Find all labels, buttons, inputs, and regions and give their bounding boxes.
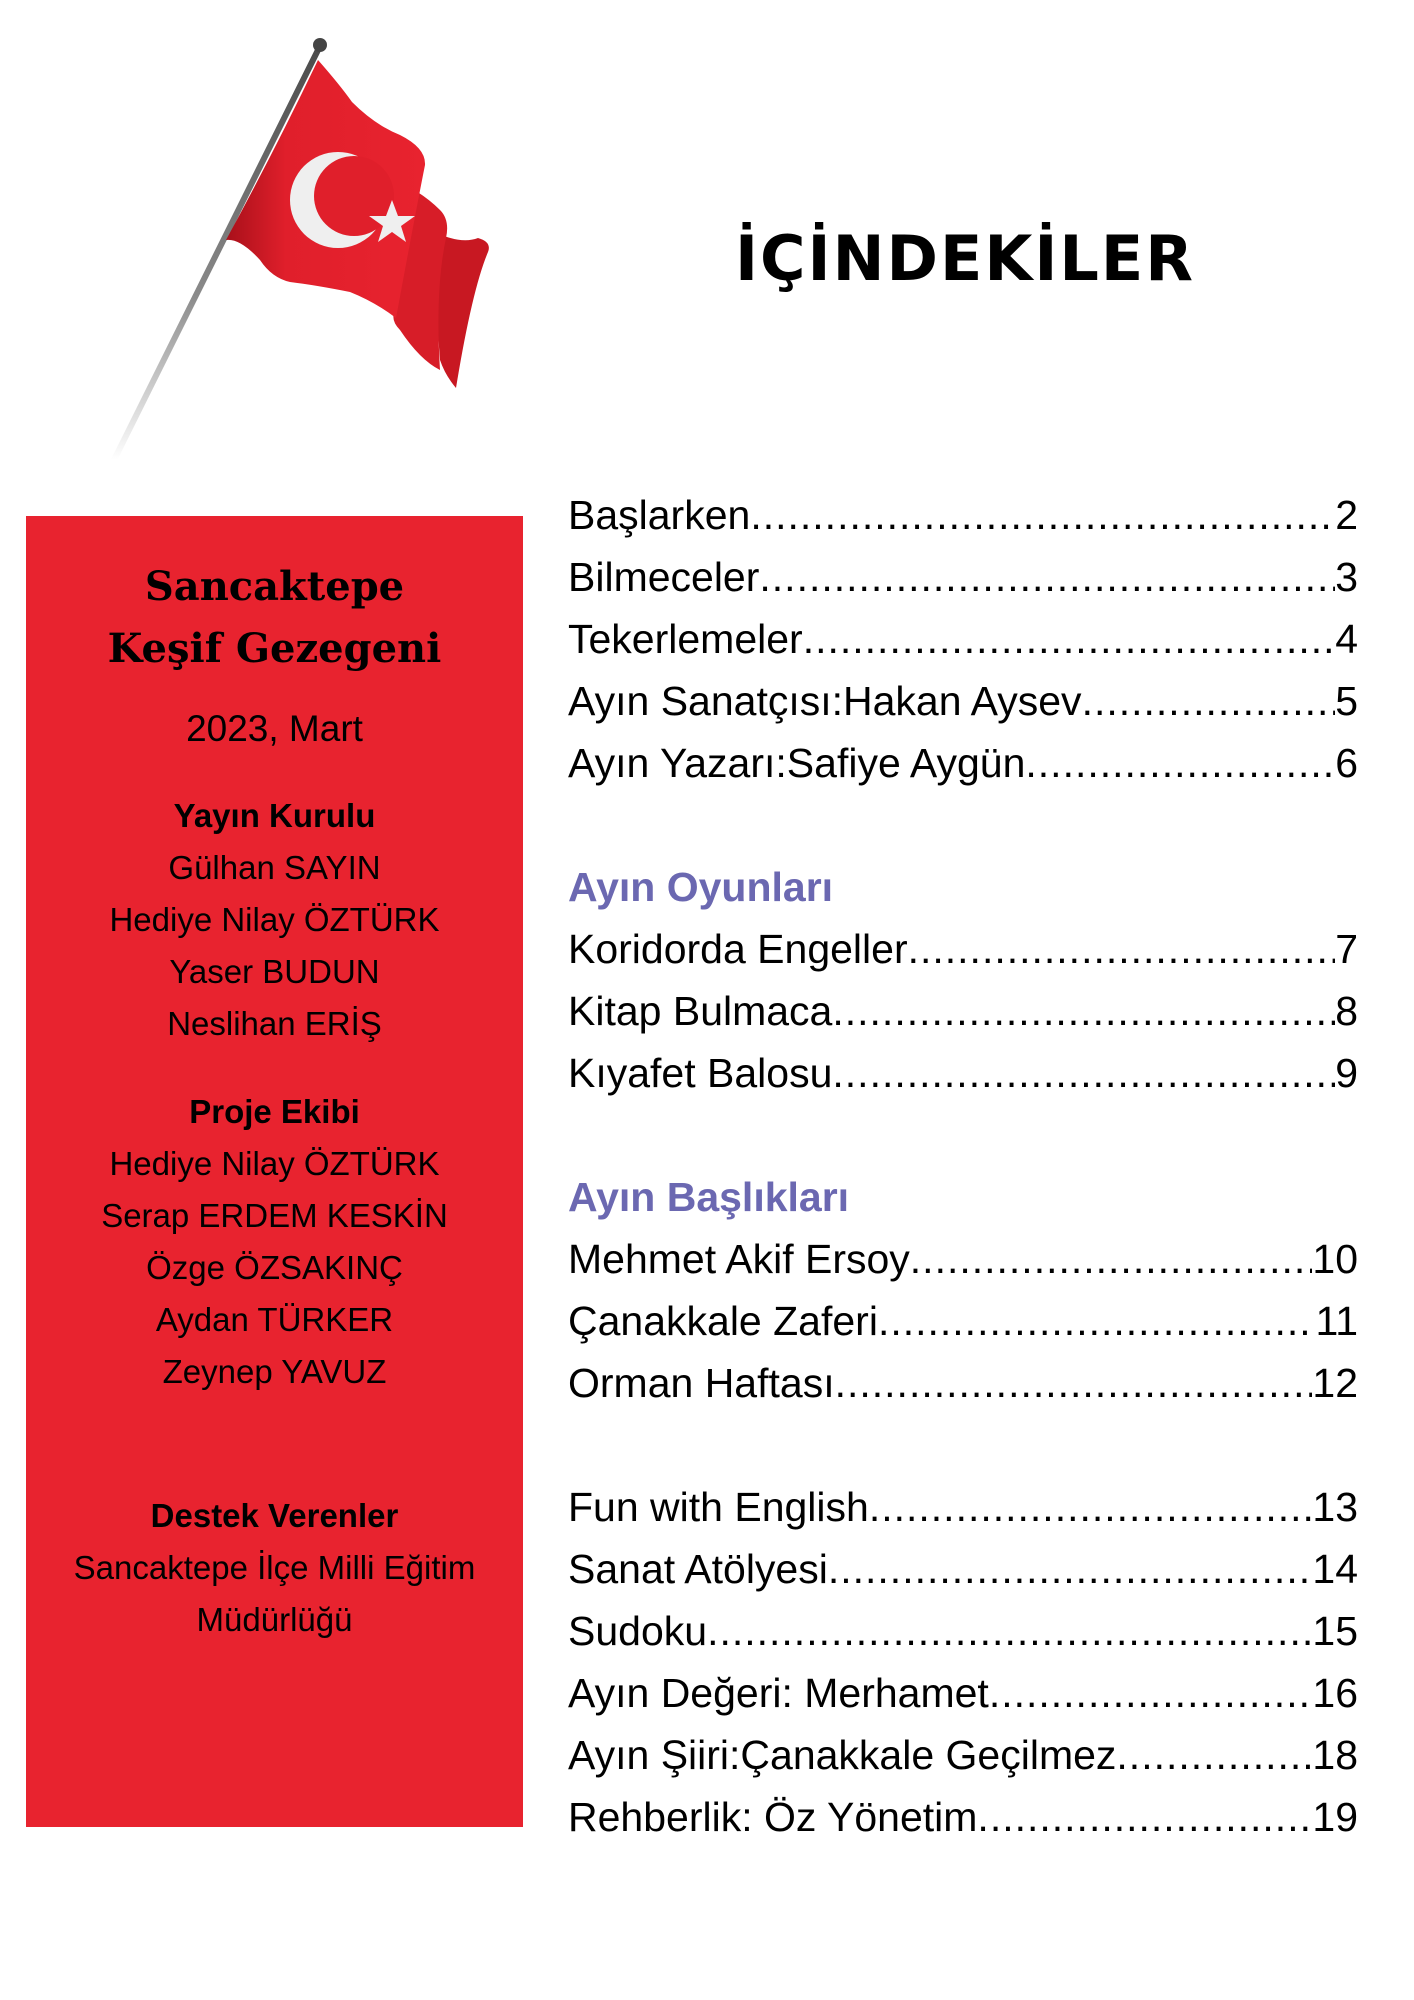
magazine-name	[26, 556, 523, 680]
toc-entry[interactable]	[568, 732, 1358, 794]
toc-entry-label: Kitap Bulmaca	[568, 988, 833, 1034]
toc-entry-label: Sudoku	[568, 1608, 708, 1654]
toc-entry[interactable]	[568, 1476, 1358, 1538]
dot-leader	[910, 1228, 1313, 1290]
toc-page-number: 4	[1335, 616, 1358, 662]
toc-entry[interactable]	[568, 1228, 1358, 1290]
magazine-name-line1: Sancaktepe	[144, 563, 405, 610]
toc-page-number: 8	[1335, 988, 1358, 1034]
member-name: Özge ÖZSAKINÇ	[146, 1249, 403, 1286]
member-name: Gülhan SAYIN	[168, 849, 381, 886]
dot-leader	[832, 980, 1335, 1042]
member-name: Zeynep YAVUZ	[162, 1353, 387, 1390]
dot-leader	[707, 1600, 1312, 1662]
dot-leader	[1025, 732, 1335, 794]
magazine-name-line2: Keşif Gezegeni	[107, 625, 442, 672]
toc-entry[interactable]	[568, 1290, 1358, 1352]
toc-entry-label: Tekerlemeler	[568, 616, 803, 662]
dot-leader	[750, 484, 1335, 546]
toc-entry-label: Bilmeceler	[568, 554, 760, 600]
toc-entry-label: Mehmet Akif Ersoy	[568, 1236, 910, 1282]
toc-page-number: 2	[1335, 492, 1358, 538]
toc-entry-label: Fun with English	[568, 1484, 869, 1530]
dot-leader	[1116, 1724, 1312, 1786]
group-title: Proje Ekibi	[189, 1093, 360, 1130]
dot-leader	[759, 546, 1335, 608]
member-name: Serap ERDEM KESKİN	[101, 1197, 448, 1234]
toc-entry-label: Ayın Şiiri:Çanakkale Geçilmez	[568, 1732, 1117, 1778]
group-title: Yayın Kurulu	[173, 797, 376, 834]
editorial-board	[26, 790, 523, 1050]
toc-entry[interactable]	[568, 918, 1358, 980]
toc-page-number: 18	[1312, 1732, 1358, 1778]
dot-leader	[989, 1662, 1313, 1724]
toc-entry-label: Koridorda Engeller	[568, 926, 908, 972]
toc-entry[interactable]	[568, 1352, 1358, 1414]
table-of-contents	[568, 484, 1358, 1848]
dot-leader	[828, 1538, 1313, 1600]
spacer	[568, 794, 1358, 856]
member-name: Aydan TÜRKER	[155, 1301, 394, 1338]
toc-entry[interactable]	[568, 1042, 1358, 1104]
toc-page-number: 15	[1312, 1608, 1358, 1654]
dot-leader	[832, 1042, 1335, 1104]
toc-page-number: 6	[1335, 740, 1358, 786]
member-name: Sancaktepe İlçe Milli Eğitim	[73, 1549, 476, 1586]
turkish-flag-icon	[100, 30, 540, 470]
toc-entry[interactable]	[568, 608, 1358, 670]
group-title: Destek Verenler	[150, 1497, 399, 1534]
toc-page-number: 19	[1312, 1794, 1358, 1840]
toc-page-number: 16	[1312, 1670, 1358, 1716]
toc-page-number: 14	[1312, 1546, 1358, 1592]
toc-entry-label: Başlarken	[568, 492, 751, 538]
toc-entry[interactable]	[568, 1538, 1358, 1600]
spacer	[568, 1414, 1358, 1476]
page-title: İÇİNDEKİLER	[734, 222, 1196, 295]
toc-entry[interactable]	[568, 1724, 1358, 1786]
member-name: Müdürlüğü	[196, 1601, 353, 1638]
member-name: Neslihan ERİŞ	[167, 1005, 382, 1042]
dot-leader	[835, 1352, 1313, 1414]
toc-page-number: 5	[1335, 678, 1358, 724]
toc-entry-label: Rehberlik: Öz Yönetim	[568, 1794, 978, 1840]
dot-leader	[878, 1290, 1316, 1352]
dot-leader	[803, 608, 1335, 670]
toc-entry-label: Kıyafet Balosu	[568, 1050, 833, 1096]
dot-leader	[908, 918, 1336, 980]
toc-page-number: 13	[1312, 1484, 1358, 1530]
supporters	[26, 1490, 523, 1646]
toc-page-number: 7	[1335, 926, 1358, 972]
toc-entry-label: Çanakkale Zaferi	[568, 1298, 878, 1344]
member-name: Hediye Nilay ÖZTÜRK	[109, 1145, 440, 1182]
toc-entry[interactable]	[568, 670, 1358, 732]
toc-page-number: 12	[1312, 1360, 1358, 1406]
member-name: Yaser BUDUN	[169, 953, 380, 990]
spacer	[568, 1104, 1358, 1166]
toc-page-number: 10	[1312, 1236, 1358, 1282]
toc-entry-label: Ayın Değeri: Merhamet	[568, 1670, 989, 1716]
dot-leader	[1082, 670, 1336, 732]
section-heading-games: Ayın Oyunları	[568, 864, 834, 910]
toc-entry-label: Ayın Sanatçısı:Hakan Aysev	[568, 678, 1082, 724]
dot-leader	[977, 1786, 1312, 1848]
toc-entry[interactable]	[568, 1662, 1358, 1724]
issue-date: 2023, Mart	[186, 708, 363, 749]
toc-entry[interactable]	[568, 980, 1358, 1042]
toc-entry[interactable]	[568, 484, 1358, 546]
credits-panel	[26, 516, 523, 1827]
toc-entry[interactable]	[568, 1600, 1358, 1662]
toc-page-number: 3	[1335, 554, 1358, 600]
toc-entry[interactable]	[568, 546, 1358, 608]
member-name: Hediye Nilay ÖZTÜRK	[109, 901, 440, 938]
project-team	[26, 1086, 523, 1398]
toc-entry-label: Ayın Yazarı:Safiye Aygün	[568, 740, 1026, 786]
toc-entry-label: Sanat Atölyesi	[568, 1546, 828, 1592]
section-heading-topics: Ayın Başlıkları	[568, 1174, 850, 1220]
toc-page-number: 11	[1315, 1298, 1358, 1344]
dot-leader	[869, 1476, 1313, 1538]
toc-entry[interactable]	[568, 1786, 1358, 1848]
toc-entry-label: Orman Haftası	[568, 1360, 835, 1406]
toc-page-number: 9	[1335, 1050, 1358, 1096]
